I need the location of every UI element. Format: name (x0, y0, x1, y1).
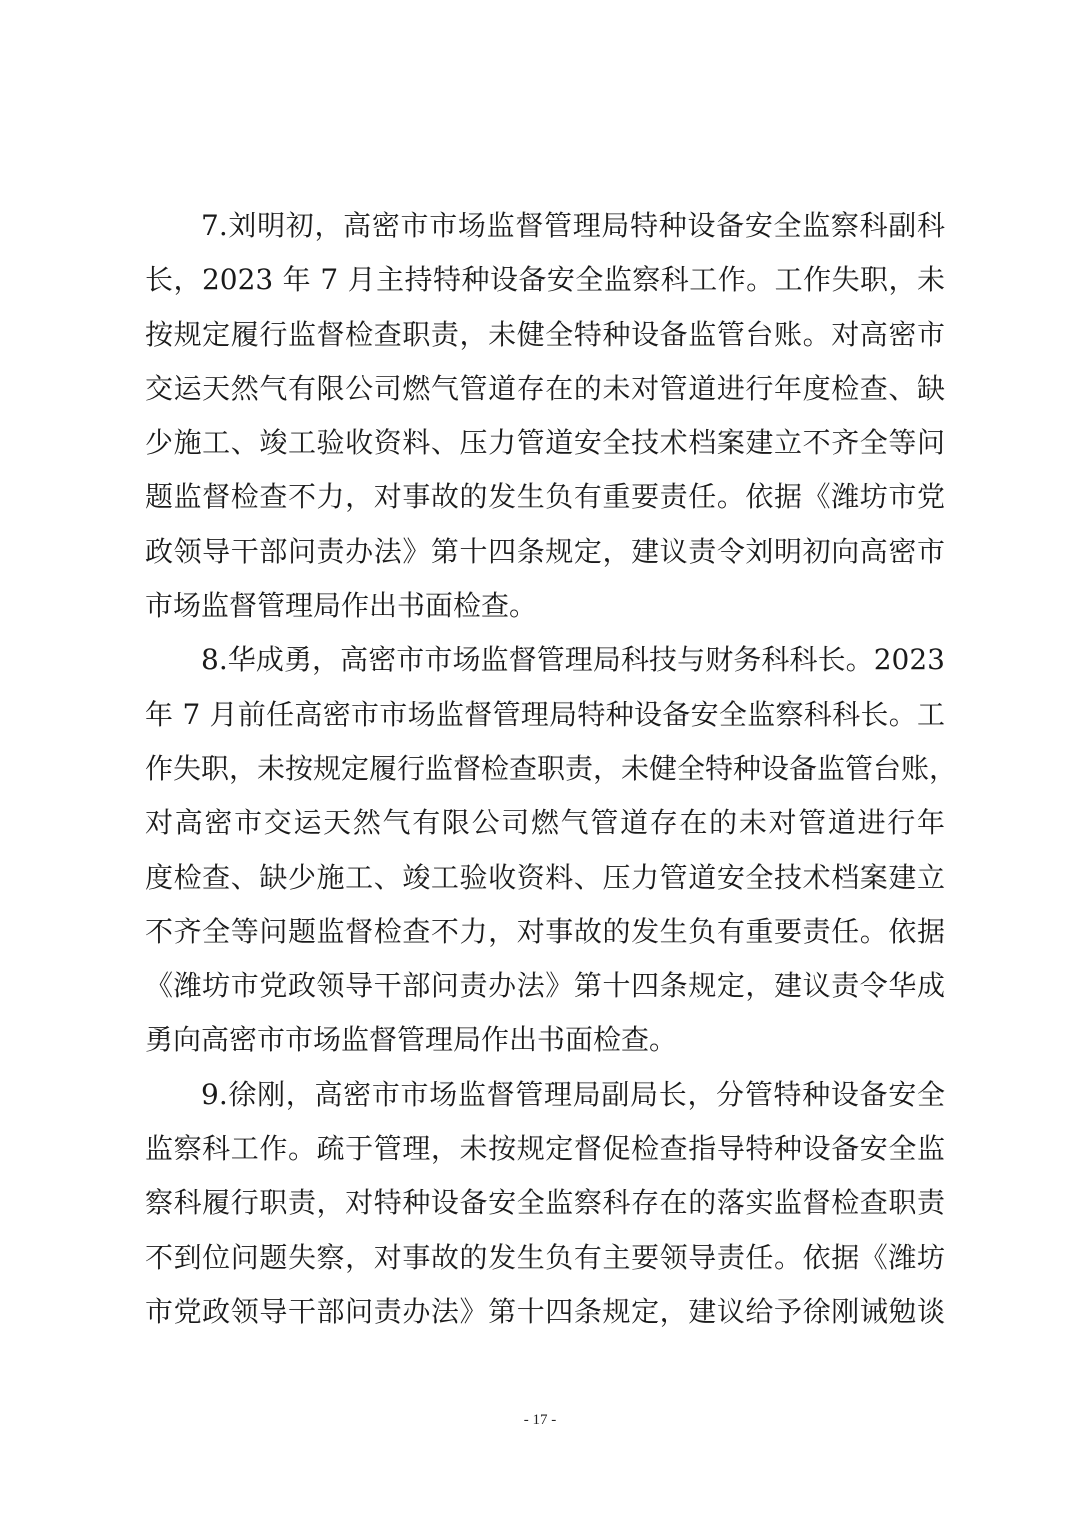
paragraph-line: 市场监督管理局作出书面检查。 (145, 589, 538, 623)
paragraph-9 (145, 1068, 945, 1339)
paragraph-line: 《潍坊市党政领导干部问责办法》第十四条规定，建议责令华成 (145, 969, 945, 1003)
paragraph-line: 勇向高密市市场监督管理局作出书面检查。 (145, 1023, 678, 1057)
body-text (145, 199, 958, 1339)
paragraph-line: 监察科工作。疏于管理，未按规定督促检查指导特种设备安全监 (145, 1132, 945, 1166)
paragraph-8 (145, 633, 958, 1067)
paragraph-line: 政领导干部问责办法》第十四条规定，建议责令刘明初向高密市 (145, 534, 945, 568)
paragraph-line: 8.华成勇，高密市市场监督管理局科技与财务科科长。2023 (201, 643, 945, 677)
paragraph-7 (145, 199, 945, 633)
paragraph-line: 对高密市交运天然气有限公司燃气管道存在的未对管道进行年 (145, 806, 945, 840)
paragraph-line: 长，2023 年 7 月主持特种设备安全监察科工作。工作失职，未 (145, 263, 945, 297)
paragraph-line: 作失职，未按规定履行监督检查职责，未健全特种设备监管台账， (145, 751, 958, 785)
paragraph-line: 市党政领导干部问责办法》第十四条规定，建议给予徐刚诫勉谈 (145, 1294, 945, 1328)
page-number: - 17 - (523, 1412, 557, 1428)
paragraph-line: 少施工、竣工验收资料、压力管道安全技术档案建立不齐全等问 (145, 426, 945, 460)
paragraph-line: 度检查、缺少施工、竣工验收资料、压力管道安全技术档案建立 (145, 860, 945, 894)
paragraph-line: 交运天然气有限公司燃气管道存在的未对管道进行年度检查、缺 (145, 371, 945, 405)
paragraph-line: 题监督检查不力，对事故的发生负有重要责任。依据《潍坊市党 (145, 480, 945, 514)
paragraph-line: 不齐全等问题监督检查不力，对事故的发生负有重要责任。依据 (145, 914, 945, 948)
paragraph-line: 按规定履行监督检查职责，未健全特种设备监管台账。对高密市 (145, 317, 945, 351)
paragraph-line: 年 7 月前任高密市市场监督管理局特种设备安全监察科科长。工 (145, 697, 945, 731)
paragraph-line: 7.刘明初，高密市市场监督管理局特种设备安全监察科副科 (201, 209, 945, 242)
paragraph-line: 9.徐刚，高密市市场监督管理局副局长，分管特种设备安全 (201, 1077, 945, 1111)
paragraph-line: 不到位问题失察，对事故的发生负有主要领导责任。依据《潍坊 (145, 1240, 945, 1274)
paragraph-line: 察科履行职责，对特种设备安全监察科存在的落实监督检查职责 (145, 1186, 945, 1220)
